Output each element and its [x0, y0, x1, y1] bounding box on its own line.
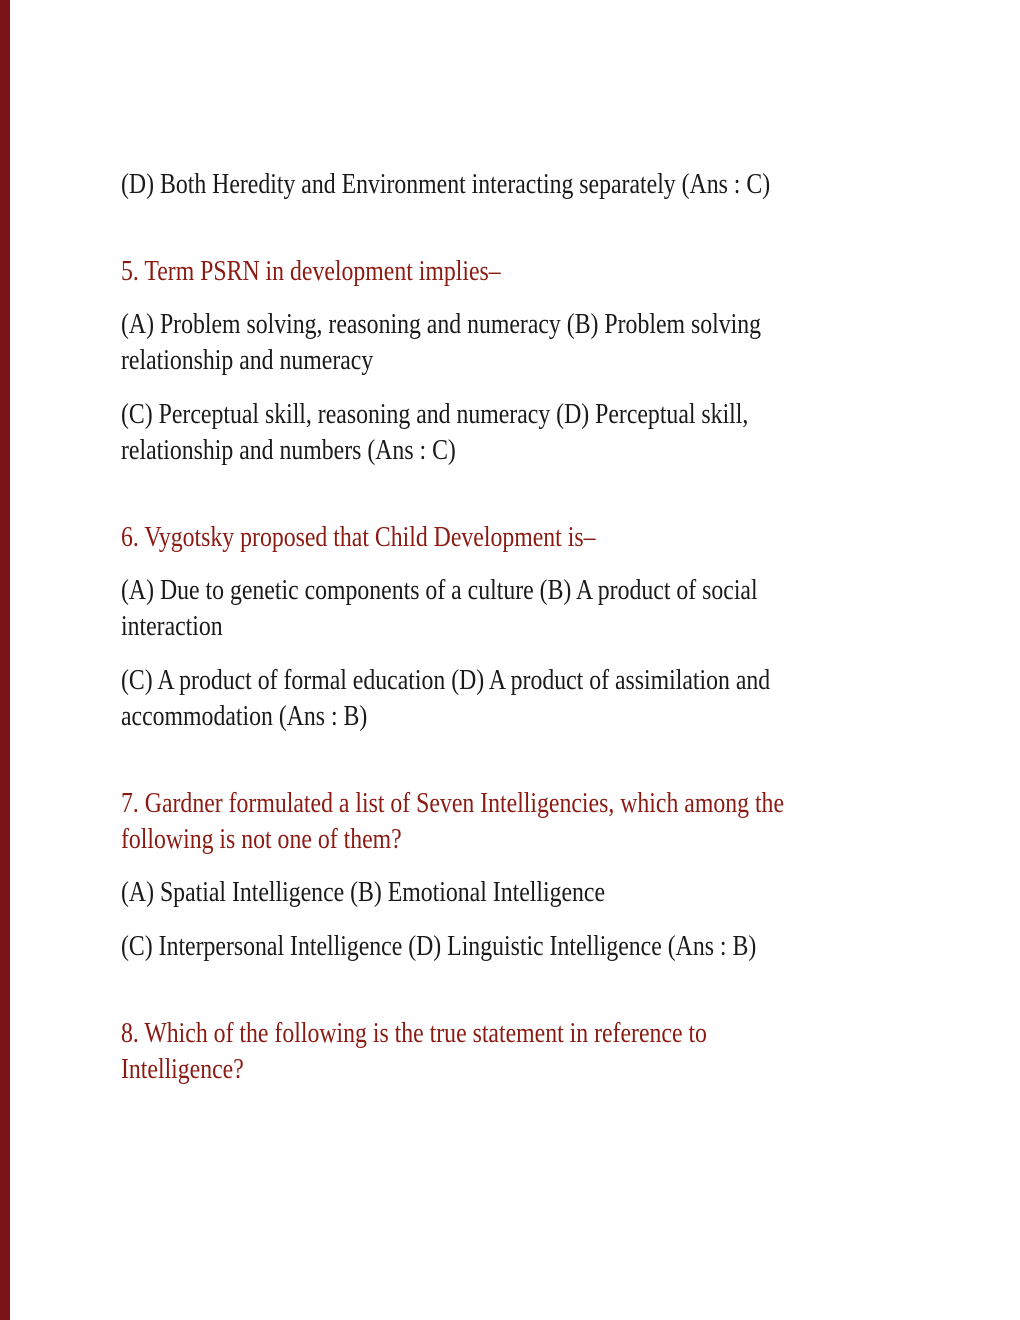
answer-options-paragraph — [121, 306, 920, 378]
text-line: relationship and numeracy — [121, 344, 374, 376]
text-line: 5. Term PSRN in development implies– — [121, 255, 501, 287]
text-line: (C) Interpersonal Intelligence (D) Linguistic Intelligence (Ans : B) — [121, 930, 757, 962]
answer-options-paragraph — [121, 662, 920, 734]
text-line: relationship and numbers (Ans : C) — [121, 434, 456, 466]
question-heading — [121, 519, 920, 555]
question-heading — [121, 1015, 920, 1087]
text-line: interaction — [121, 610, 223, 642]
text-line: (C) Perceptual skill, reasoning and numeracy (D) Perceptual skill, — [121, 398, 749, 430]
answer-options-paragraph — [121, 572, 920, 644]
text-line: Intelligence? — [121, 1053, 244, 1085]
answer-options-paragraph — [121, 874, 920, 910]
text-line: following is not one of them? — [121, 823, 402, 855]
answer-options-paragraph — [121, 928, 920, 964]
text-line: (A) Spatial Intelligence (B) Emotional Intelligence — [121, 876, 606, 908]
answer-options-paragraph — [121, 166, 920, 202]
question-heading — [121, 253, 920, 289]
text-line: 8. Which of the following is the true statement in reference to — [121, 1017, 707, 1049]
text-line: 7. Gardner formulated a list of Seven Intelligencies, which among the — [121, 787, 784, 819]
text-line: (C) A product of formal education (D) A product of assimilation and — [121, 664, 771, 696]
text-line: accommodation (Ans : B) — [121, 700, 368, 732]
text-line: (A) Due to genetic components of a culture (B) A product of social — [121, 574, 758, 606]
text-line: (D) Both Heredity and Environment interacting separately (Ans : C) — [121, 168, 771, 200]
text-line: 6. Vygotsky proposed that Child Development is– — [121, 521, 596, 553]
text-line: (A) Problem solving, reasoning and numeracy (B) Problem solving — [121, 308, 761, 340]
answer-options-paragraph — [121, 396, 920, 468]
question-heading — [121, 785, 920, 857]
